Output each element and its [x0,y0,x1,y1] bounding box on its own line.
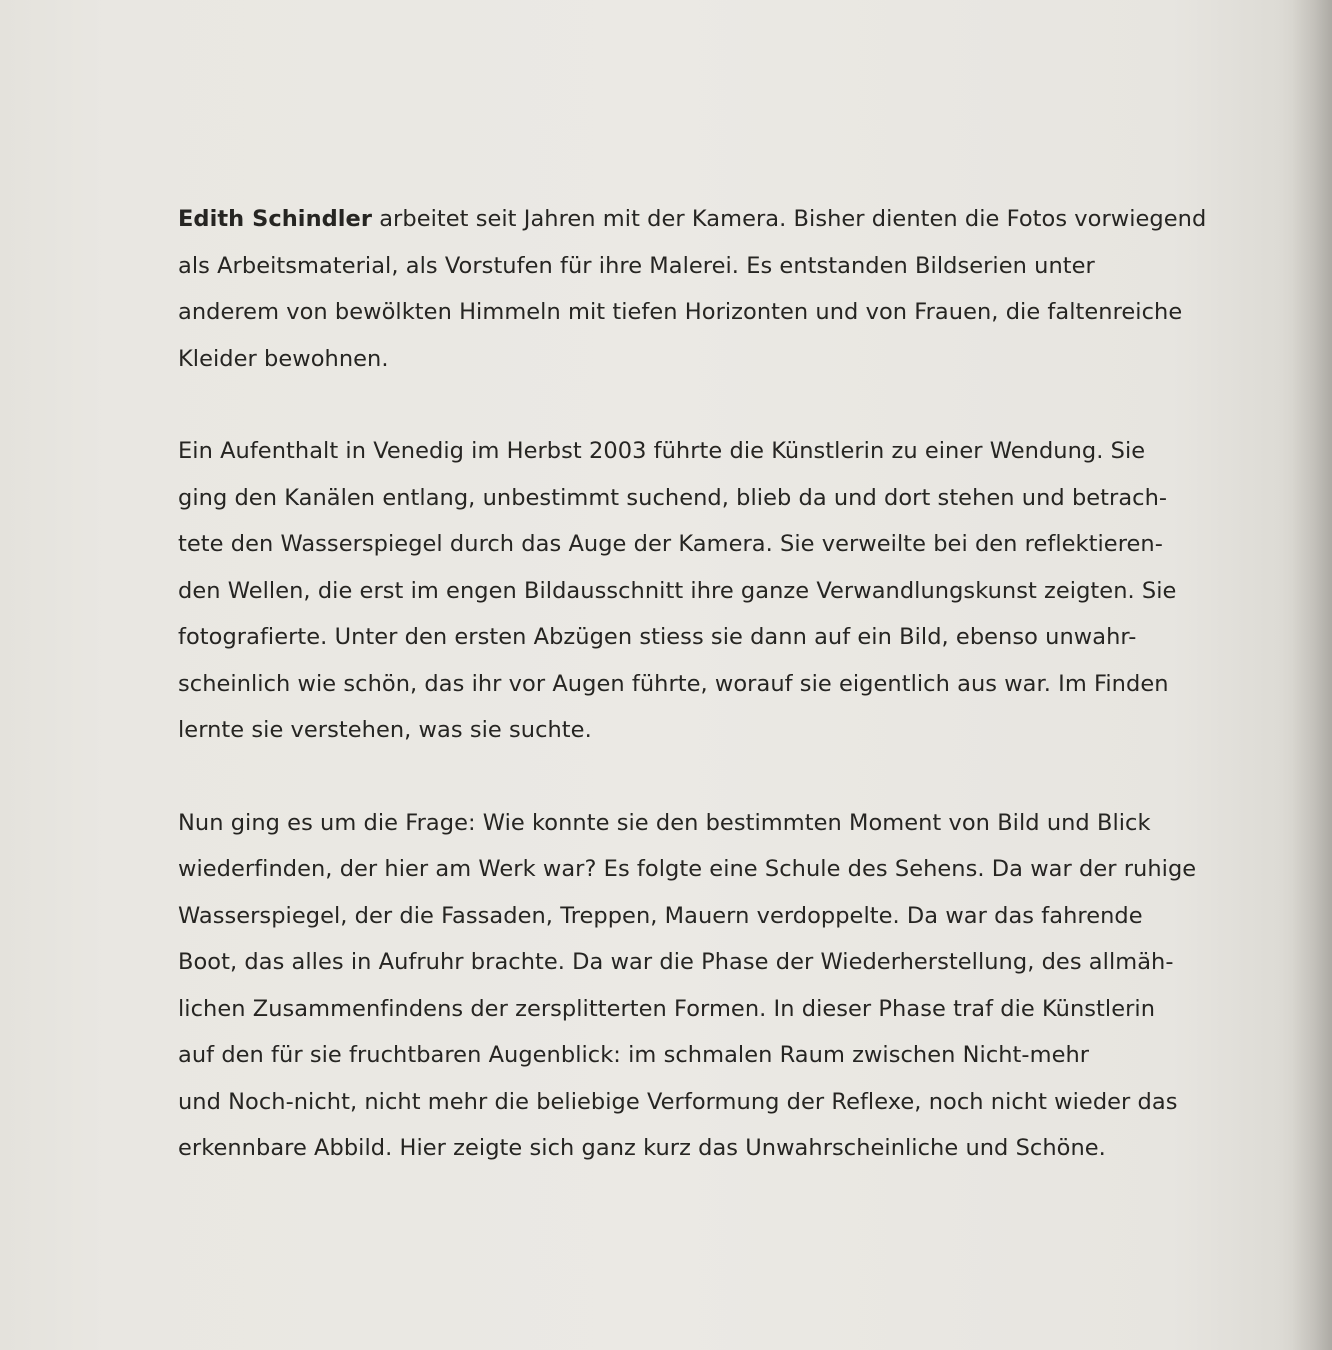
text-line: Edith Schindler arbeitet seit Jahren mit der Kamera. Bisher dienten die Fotos vorwiegend [178,206,1207,232]
paragraph-venice [178,428,1268,754]
text-line: und Noch-nicht, nicht mehr die beliebige Verformung der Reflexe, noch nicht wieder das [178,1088,1178,1115]
text-line: lernte sie verstehen, was sie suchte. [178,717,592,743]
text-line: erkennbare Abbild. Hier zeigte sich ganz kurz das Unwahrscheinliche und Schöne. [178,1135,1106,1161]
book-spine-shadow [1292,0,1332,1350]
paragraph-intro [178,196,1268,382]
text-line: Nun ging es um die Frage: Wie konnte sie den bestimmten Moment von Bild und Blick [178,809,1151,836]
text-line: Ein Aufenthalt in Venedig im Herbst 2003 führte die Künstlerin zu einer Wendung. Sie [178,438,1146,464]
text-line: ging den Kanälen entlang, unbestimmt suchend, blieb da und dort stehen und betrach- [178,484,1168,511]
text-line: tete den Wasserspiegel durch das Auge der Kamera. Sie verweilte bei den reflektieren- [178,531,1163,557]
text-line: lichen Zusammenfindens der zersplitterten Formen. In dieser Phase traf die Künstlerin [178,995,1156,1022]
text-line: scheinlich wie schön, das ihr vor Augen führte, worauf sie eigentlich aus war. Im Finden [178,670,1169,697]
text-line: Boot, das alles in Aufruhr brachte. Da war die Phase der Wiederherstellung, des allmäh- [178,949,1174,975]
artist-name: Edith Schindler [178,206,373,232]
body-text [178,196,1268,1218]
text-line: den Wellen, die erst im engen Bildausschnitt ihre ganze Verwandlungskunst zeigten. Sie [178,577,1177,604]
text-line: auf den für sie fruchtbaren Augenblick: im schmalen Raum zwischen Nicht-mehr [178,1042,1090,1068]
text-line: Wasserspiegel, der die Fassaden, Treppen, Mauern verdoppelte. Da war das fahrende [178,902,1143,929]
text-line: als Arbeitsmaterial, als Vorstufen für ihre Malerei. Es entstanden Bildserien unter [178,252,1095,279]
text-line: wiederfinden, der hier am Werk war? Es folgte eine Schule des Sehens. Da war der ruhige [178,856,1197,882]
paragraph-question [178,800,1268,1172]
text-line: anderem von bewölkten Himmeln mit tiefen Horizonten und von Frauen, die faltenreiche [178,299,1183,325]
text-line: fotografierte. Unter den ersten Abzügen stiess sie dann auf ein Bild, ebenso unwahr- [178,624,1137,650]
text-line: Kleider bewohnen. [178,345,389,372]
